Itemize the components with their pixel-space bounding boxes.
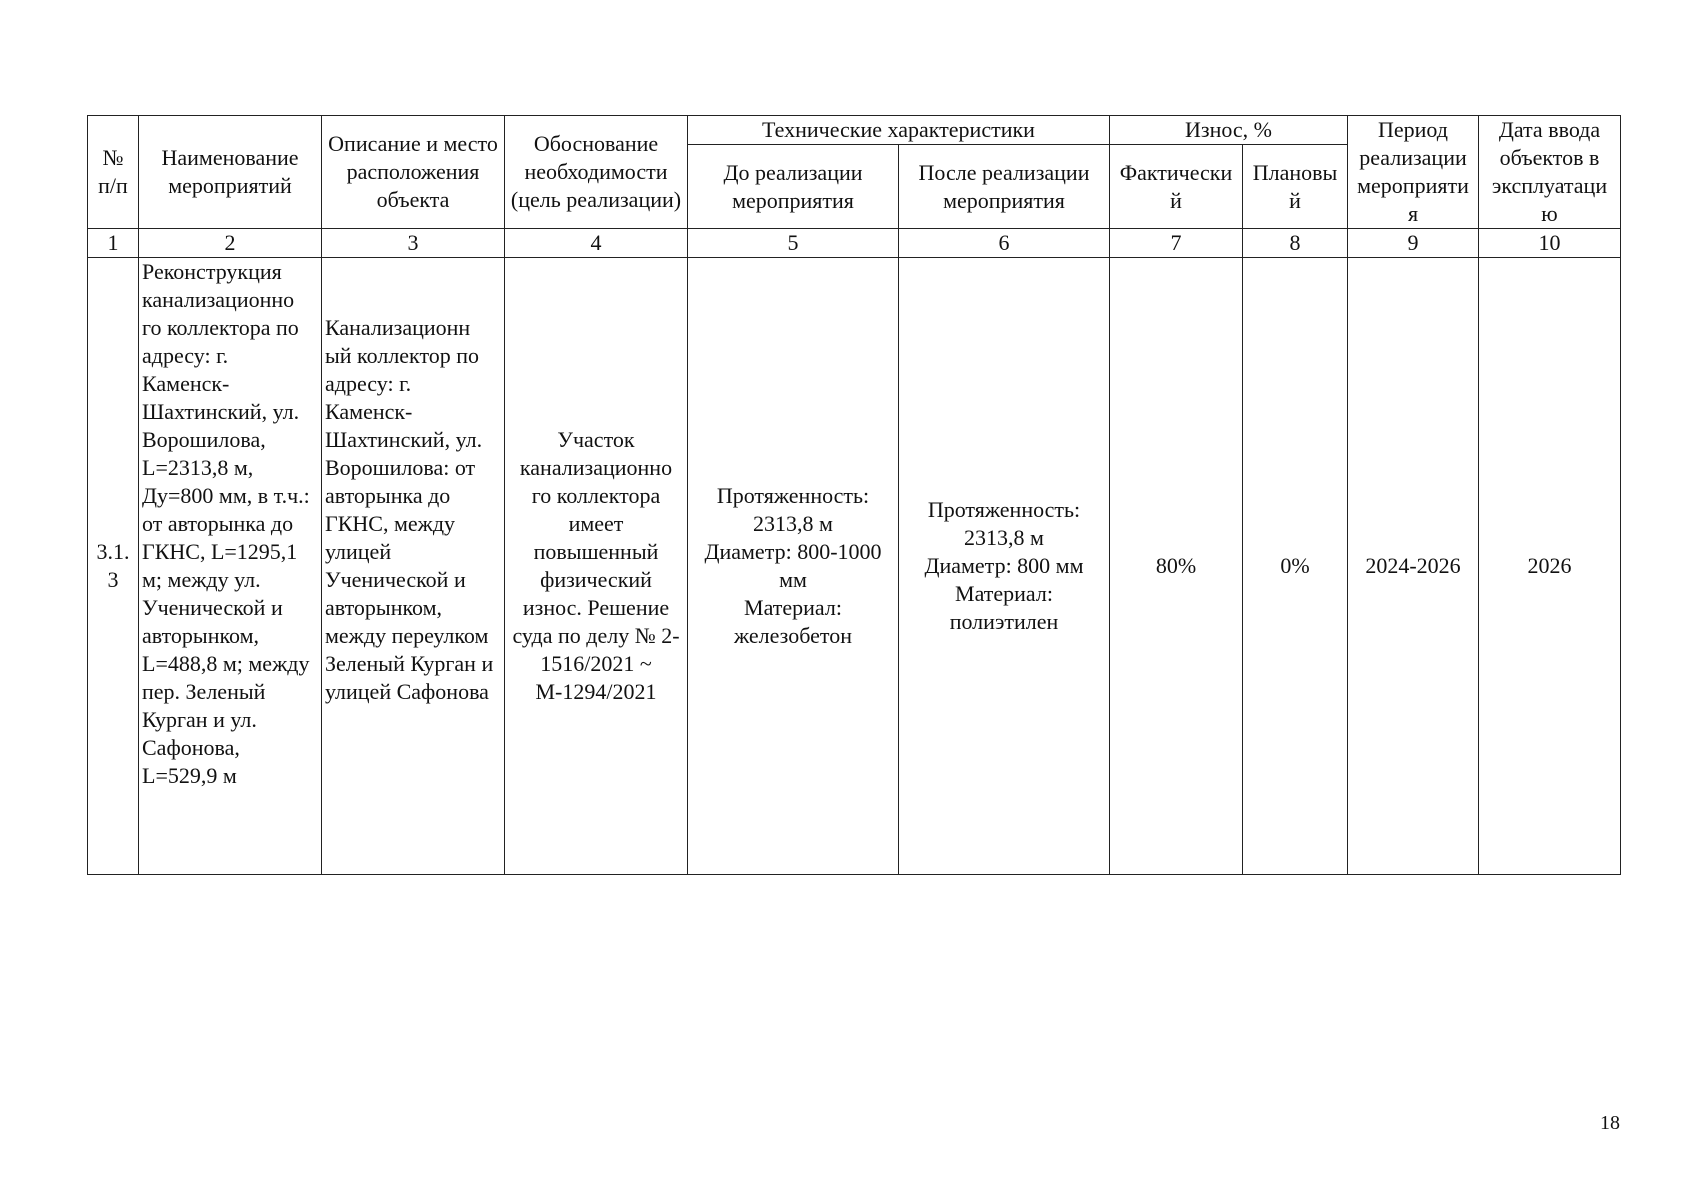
- header-num: № п/п: [88, 116, 139, 229]
- row-period: 2024-2026: [1348, 258, 1479, 875]
- row-num: 3.1. 3: [88, 258, 139, 875]
- row-wear-actual: 80%: [1110, 258, 1243, 875]
- column-number: 2: [139, 229, 322, 258]
- header-commission-date: Дата ввода объектов в эксплуатаци ю: [1479, 116, 1621, 229]
- investment-measures-table: [87, 115, 1621, 875]
- header-name: Наименование мероприятий: [139, 116, 322, 229]
- column-number: 7: [1110, 229, 1243, 258]
- column-number: 10: [1479, 229, 1621, 258]
- header-tech-group: Технические характеристики: [688, 116, 1110, 145]
- table-row: [88, 258, 1621, 875]
- row-wear-planned: 0%: [1243, 258, 1348, 875]
- header-period: Период реализации мероприяти я: [1348, 116, 1479, 229]
- header-row-top: [88, 116, 1621, 145]
- column-number: 3: [322, 229, 505, 258]
- column-number: 5: [688, 229, 899, 258]
- column-number: 6: [899, 229, 1110, 258]
- header-wear-actual: Фактически й: [1110, 145, 1243, 229]
- row-name: Реконструкция канализационно го коллектора по адресу: г. Каменск-Шахтинский, ул. Ворошилова, L=2313,8 м, Ду=800 мм, в т.ч.: от авторынка до ГКНС, L=1295,1 м; между ул. Ученической и авторынком, L=488,8 м; между пер. Зеленый Курган и ул. Сафонова, L=529,9 м: [139, 258, 322, 875]
- row-description: Канализационн ый коллектор по адресу: г. Каменск-Шахтинский, ул. Ворошилова: от авторынка до ГКНС, между улицей Ученической и авторынком, между переулком Зеленый Курган и улицей Сафонова: [322, 258, 505, 875]
- header-tech-before: До реализации мероприятия: [688, 145, 899, 229]
- header-justification: Обоснование необходимости (цель реализации): [505, 116, 688, 229]
- header-description: Описание и место расположения объекта: [322, 116, 505, 229]
- header-tech-after: После реализации мероприятия: [899, 145, 1110, 229]
- header-wear-planned: Плановы й: [1243, 145, 1348, 229]
- column-number: 8: [1243, 229, 1348, 258]
- row-justification: Участок канализационно го коллектора имеет повышенный физический износ. Решение суда по делу № 2-1516/2021 ~ М-1294/2021: [505, 258, 688, 875]
- header-wear-group: Износ, %: [1110, 116, 1348, 145]
- column-number: 4: [505, 229, 688, 258]
- column-number: 1: [88, 229, 139, 258]
- column-number: 9: [1348, 229, 1479, 258]
- column-number-row: [88, 229, 1621, 258]
- page-number: 18: [1600, 1112, 1620, 1134]
- row-tech-after: Протяженность: 2313,8 м Диаметр: 800 мм Материал: полиэтилен: [899, 258, 1110, 875]
- row-tech-before: Протяженность: 2313,8 м Диаметр: 800-1000 мм Материал: железобетон: [688, 258, 899, 875]
- row-commission-date: 2026: [1479, 258, 1621, 875]
